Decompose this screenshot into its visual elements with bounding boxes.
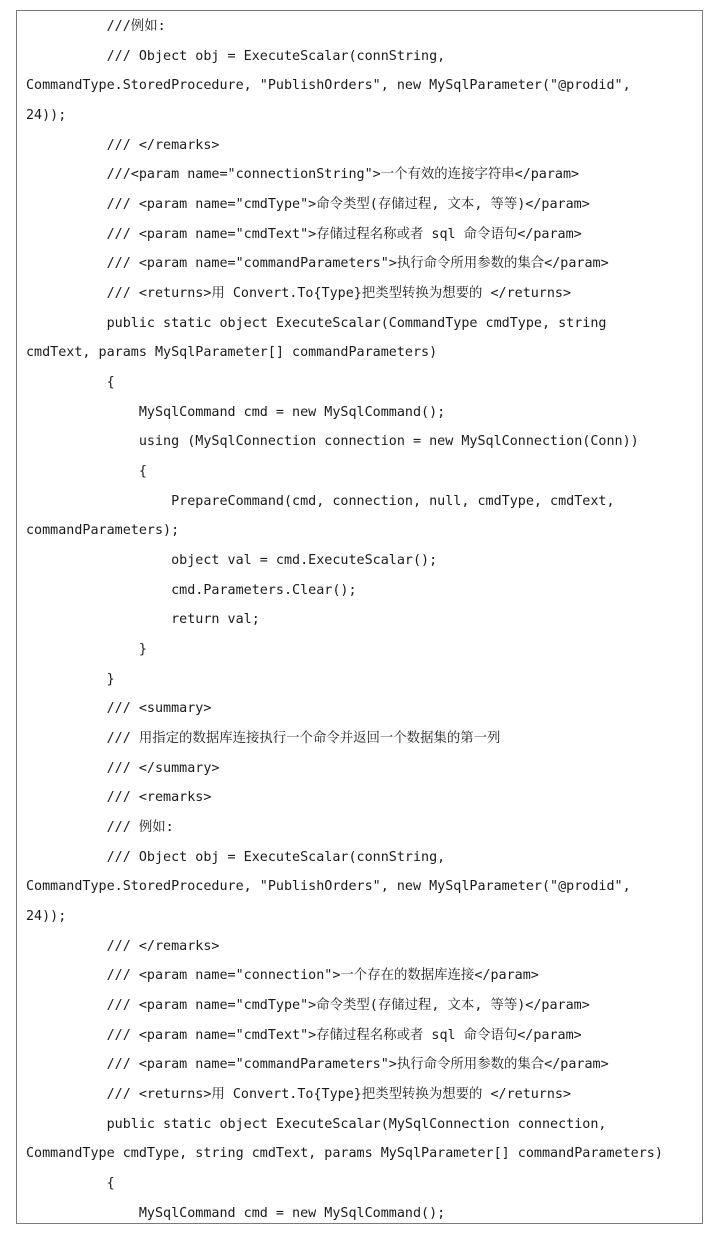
code-line: CommandType cmdType, string cmdText, params MySqlParameter[] commandParameters) [26,1146,663,1162]
code-line: /// <param name="cmdType">命令类型(存储过程, 文本, 等等)</param> [26,197,590,213]
code-line: } [26,642,147,658]
code-line: PrepareCommand(cmd, connection, null, cmdType, cmdText, [26,493,615,509]
code-line: return val; [26,612,260,628]
code-line: cmd.Parameters.Clear(); [26,582,357,598]
code-line: ///例如: [26,19,166,34]
code-line: /// Object obj = ExecuteScalar(connString, [26,849,446,865]
code-line: } [26,671,115,687]
code-line: /// <returns>用 Convert.To{Type}把类型转换为想要的 </returns> [26,286,572,302]
code-line: /// <param name="cmdText">存储过程名称或者 sql 命令语句</param> [26,1027,582,1043]
code-line: /// Object obj = ExecuteScalar(connString, [26,48,446,64]
code-line: /// <param name="cmdType">命令类型(存储过程, 文本, 等等)</param> [26,998,590,1014]
code-line: CommandType.StoredProcedure, "PublishOrders", new MySqlParameter("@prodid", [26,78,631,94]
code-line: /// <param name="cmdText">存储过程名称或者 sql 命令语句</param> [26,226,582,242]
code-listing-frame [16,10,703,1224]
code-line: { [26,464,147,480]
code-line: cmdText, params MySqlParameter[] commandParameters) [26,345,438,361]
code-line: /// <remarks> [26,790,212,806]
code-line: CommandType.StoredProcedure, "PublishOrders", new MySqlParameter("@prodid", [26,879,631,895]
code-line: MySqlCommand cmd = new MySqlCommand(); [26,1205,446,1221]
code-line: /// <param name="commandParameters">执行命令所用参数的集合</param> [26,256,609,272]
code-line: /// <summary> [26,701,212,717]
code-line: 24)); [26,108,67,123]
code-line: ///<param name="connectionString">一个有效的连接字符串</param> [26,167,580,183]
code-line: using (MySqlConnection connection = new MySqlConnection(Conn)) [26,434,639,450]
code-line: public static object ExecuteScalar(MySqlConnection connection, [26,1116,607,1132]
code-line: /// <param name="commandParameters">执行命令所用参数的集合</param> [26,1057,609,1073]
code-line: 24)); [26,909,67,925]
code-line: /// <returns>用 Convert.To{Type}把类型转换为想要的 </returns> [26,1087,572,1103]
code-line: /// 例如: [26,820,174,836]
code-line: /// 用指定的数据库连接执行一个命令并返回一个数据集的第一列 [26,731,501,747]
code-line: { [26,375,115,391]
code-line: { [26,1176,115,1192]
code-line: /// </remarks> [26,938,220,954]
code-line: commandParameters); [26,523,180,539]
code-line: object val = cmd.ExecuteScalar(); [26,553,438,569]
code-line: MySqlCommand cmd = new MySqlCommand(); [26,404,446,420]
code-line: /// <param name="connection">一个存在的数据库连接</param> [26,968,539,984]
code-line: /// </remarks> [26,137,220,153]
code-line: /// </summary> [26,760,220,776]
code-line: public static object ExecuteScalar(CommandType cmdType, string [26,315,607,331]
